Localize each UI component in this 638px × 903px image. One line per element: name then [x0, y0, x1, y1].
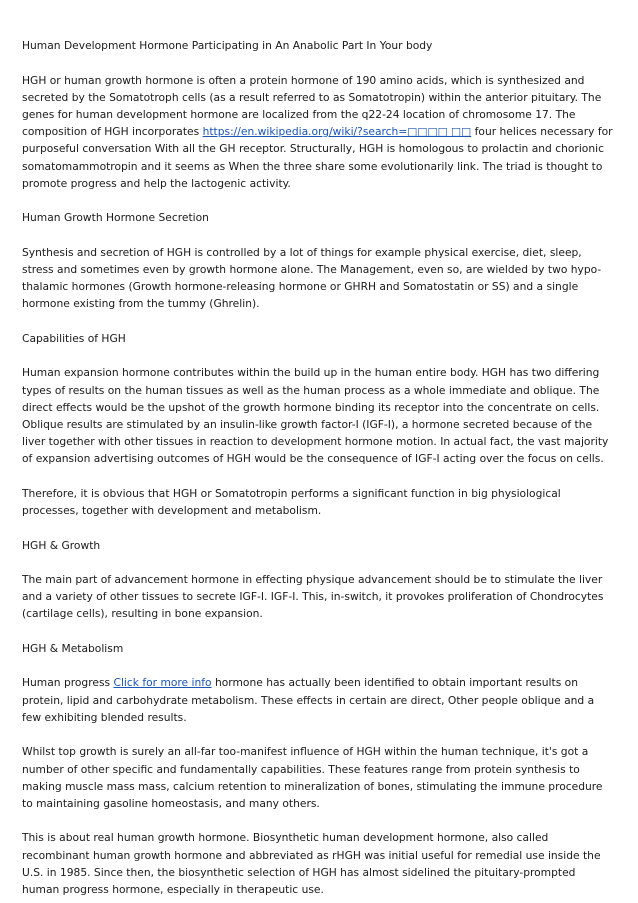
- paragraph-summary: Therefore, it is obvious that HGH or Somatotropin performs a significant function in big physiological processes, together with development and metabolism.: [22, 486, 561, 518]
- paragraph-growth: The main part of advancement hormone in effecting physique advancement should be to stimulate the liver and a variety of other tissues to secrete IGF-I. IGF-I. This, in-switch, it provokes proliferation of Chondrocytes (cartilage cells), resulting in bone expansion.: [22, 573, 604, 621]
- paragraph-other-capabilities: Whilst top growth is surely an all-far too-manifest influence of HGH within the human technique, it's got a number of other specific and fundamentally capabilities. These features range from protein synthesis to making muscle mass mass, calcium retention to mineralization of bones, stimulating the immune procedure to maintaining gasoline homeostasis, and many others.: [22, 745, 603, 810]
- heading-secretion: Human Growth Hormone Secretion: [22, 211, 209, 225]
- paragraph-secretion: Synthesis and secretion of HGH is controlled by a lot of things for example physical exercise, diet, sleep, stress and sometimes even by growth hormone alone. The Management, even so, are wielded by two hypo-thalamic hormones (Growth hormone-releasing hormone or GHRH and Somatostatin or SS) and a single hormone existing from the tummy (Ghrelin).: [22, 245, 602, 311]
- heading-metabolism: HGH & Metabolism: [22, 641, 124, 655]
- paragraph-text: four helices necessary for purposeful conversation With all the GH receptor. Structurally, HGH is homologous to prolactin and chorionic somatomammotropin and it seems as When the three share some evolutionarily link. The triad is thought to promote progress and help the lactogenic activity.: [22, 125, 613, 190]
- article-title: Human Development Hormone Participating in An Anabolic Part In Your body: [22, 39, 433, 52]
- more-info-link[interactable]: Click for more info: [113, 676, 212, 690]
- paragraph-rhgh: This is about real human growth hormone. Biosynthetic human development hormone, also called recombinant human growth hormone and abbreviated as rHGH was initial useful for remedial use inside the U.S. in 1985. Since then, the biosynthetic selection of HGH has almost sidelined the pituitary-prompted human progress hormone, especially in therapeutic use.: [22, 831, 601, 897]
- paragraph-capabilities: Human expansion hormone contributes within the build up in the human entire body. HGH has two differing types of results on the human tissues as well as the human process as a whole immediate and oblique. The direct effects would be the upshot of the growth hormone binding its receptor into the concentrate on cells. Oblique results are stimulated by an insulin-like growth factor-I (IGF-I), a hormone secreted because of the liver together with other tissues in reaction to development hormone motion. In actual fact, the vast majority of expansion advertising outcomes of HGH would be the consequence of IGF-I acting over the focus on cells.: [22, 366, 609, 466]
- paragraph-metabolism: [22, 674, 616, 726]
- paragraph-text: Human progress: [22, 676, 114, 690]
- wikipedia-search-link[interactable]: https://en.wikipedia.org/wiki/?search=□□□□ □□: [202, 125, 472, 139]
- paragraph-hgh-intro: [22, 72, 616, 192]
- heading-growth: HGH & Growth: [22, 538, 101, 552]
- heading-capabilities: Capabilities of HGH: [22, 331, 126, 345]
- paragraph-text: HGH or human growth hormone is often a protein hormone of 190 amino acids, which is synthesized and secreted by the Somatotroph cells (as a result referred to as Somatotropin) within the anterior pituitary. The genes for human development hormone are localized from the q22-24 location of chromosome 17. The composition of HGH incorporates: [22, 73, 602, 139]
- paragraph-text: hormone has actually been identified to obtain important results on protein, lipid and carbohydrate metabolism. These effects in certain are direct, Other people oblique and a few exhibiting blended results.: [22, 676, 595, 724]
